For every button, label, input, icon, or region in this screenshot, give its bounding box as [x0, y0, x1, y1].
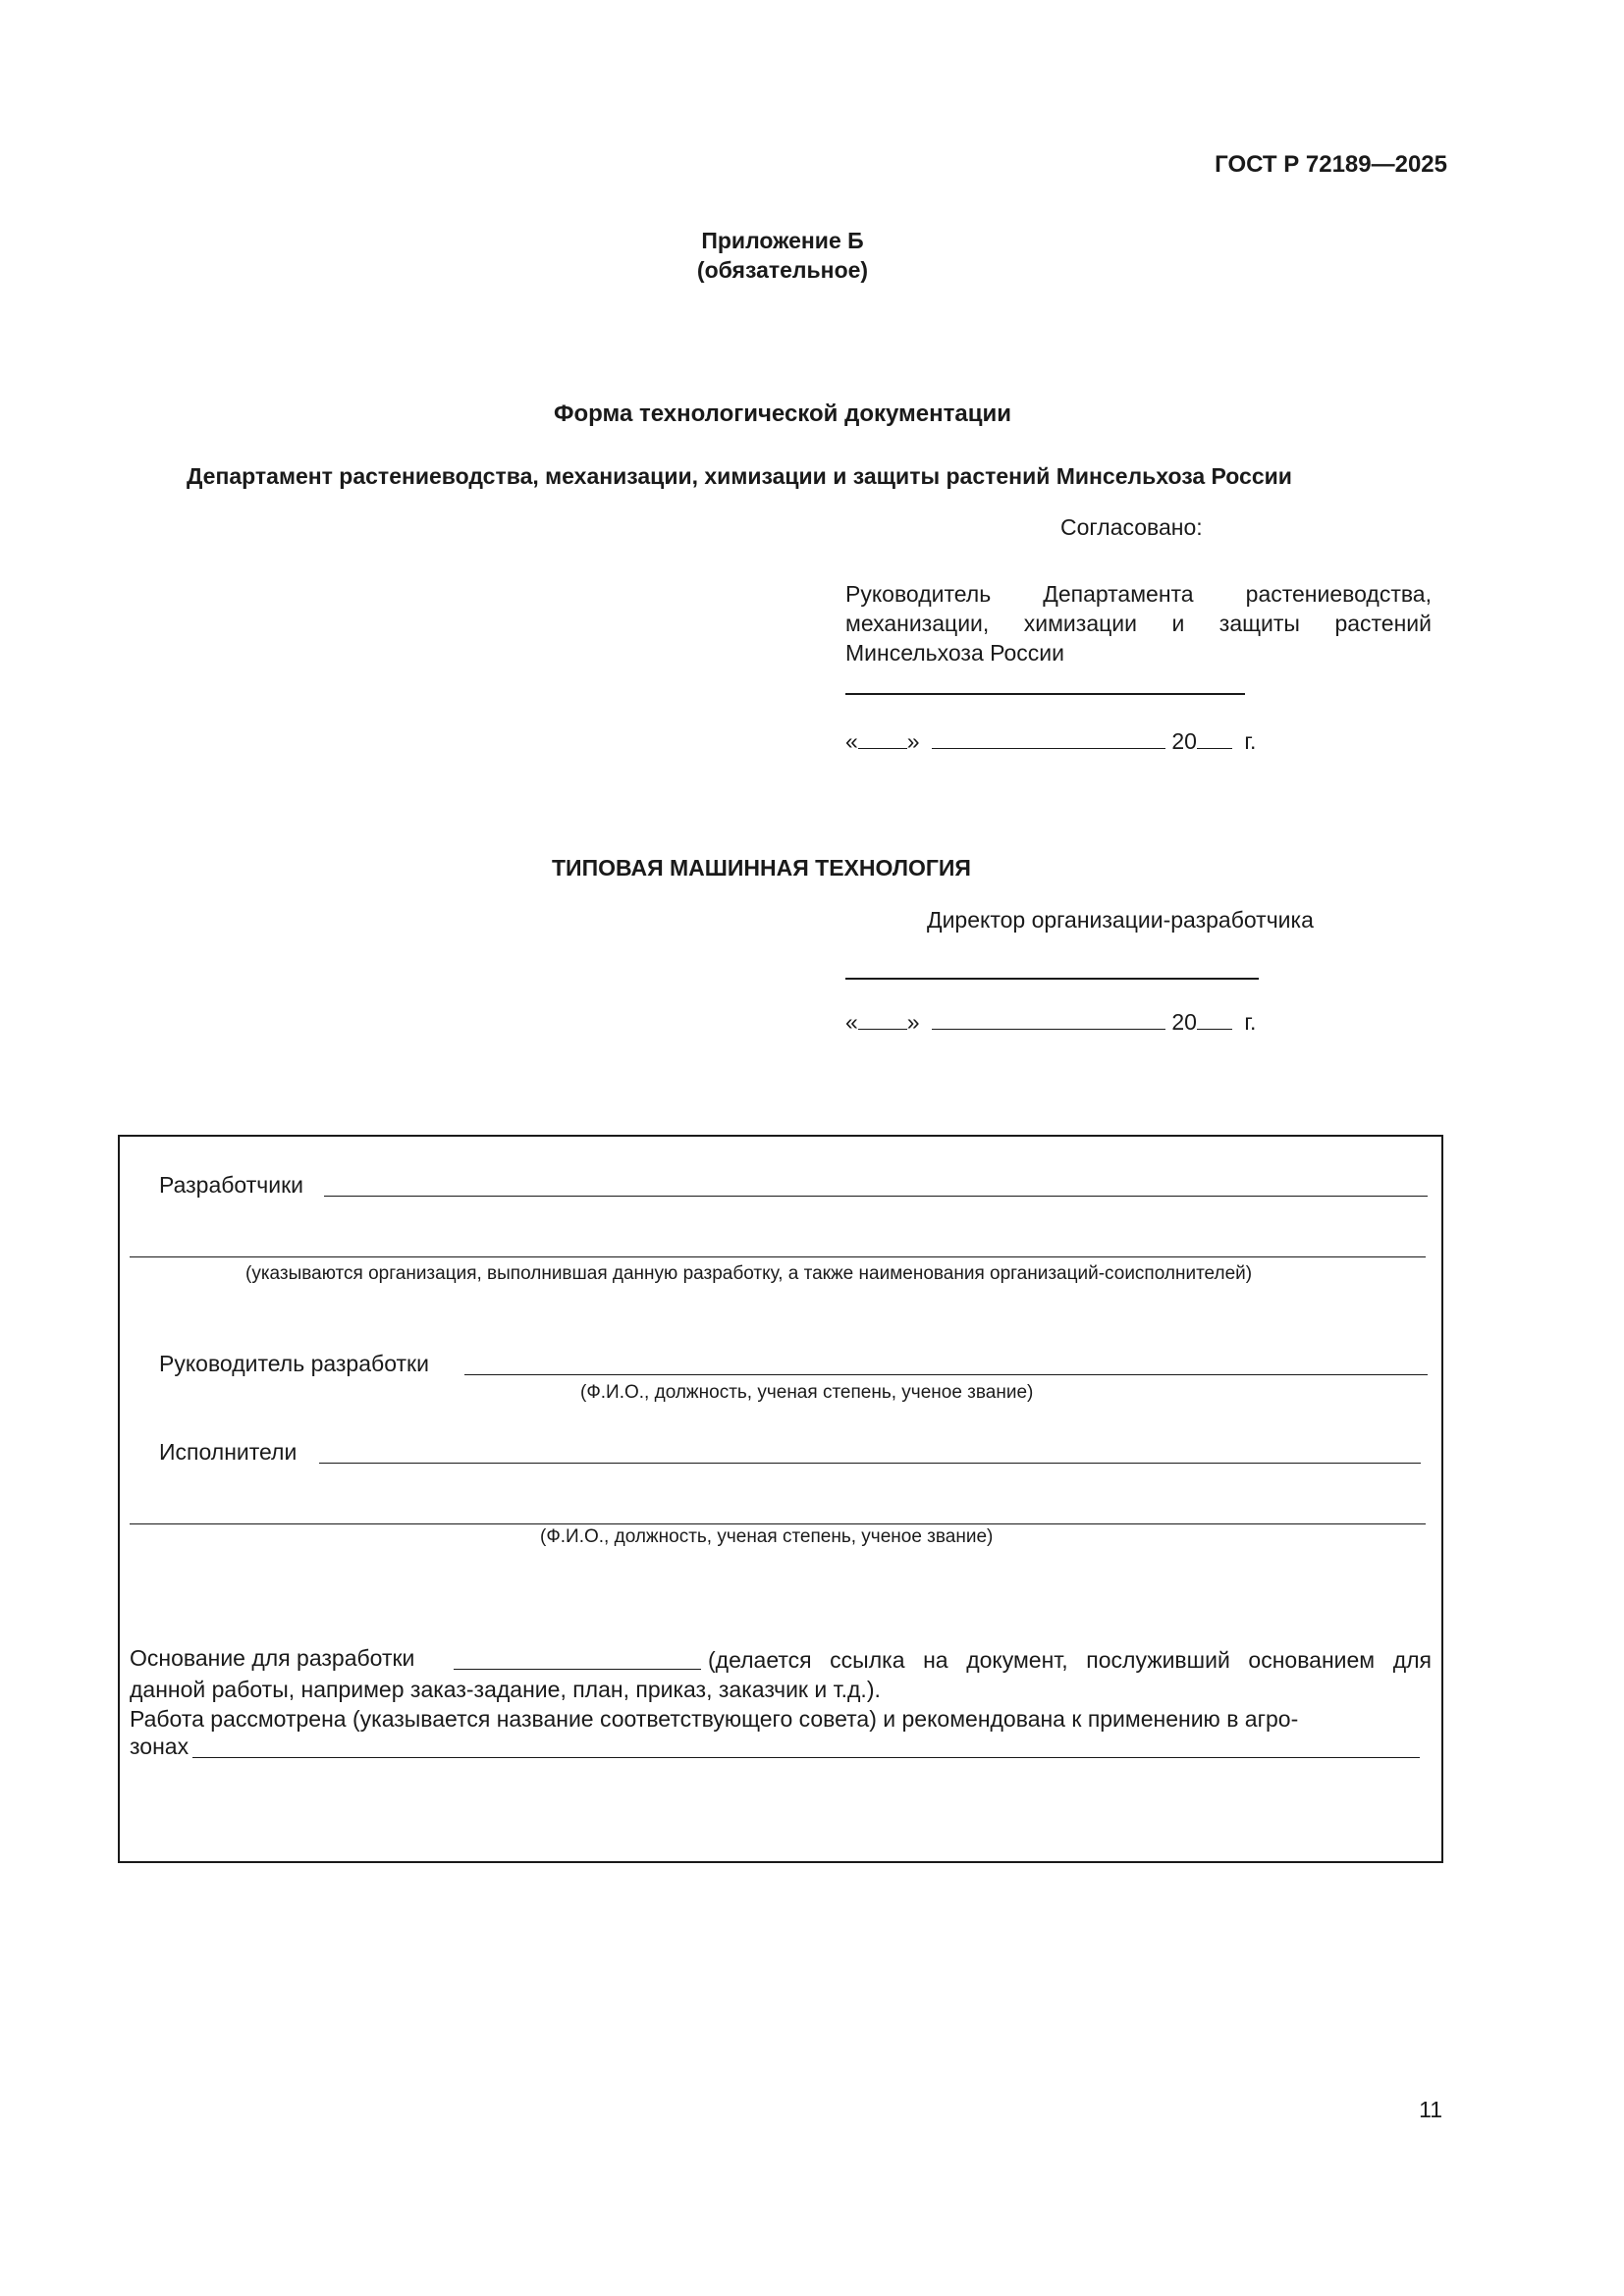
department-name: Департамент растениеводства, механизации, химизации и защиты растений Минсельхоза России — [187, 463, 1292, 489]
lead-label: Руководитель разработки — [159, 1351, 429, 1376]
basis-label: Основание для разработки — [130, 1645, 415, 1671]
zones-blank-line[interactable] — [192, 1757, 1420, 1758]
page-number: 11 — [1419, 2097, 1442, 2122]
approval-date-open-quote: « — [845, 728, 858, 754]
lead-blank-line[interactable] — [464, 1374, 1428, 1375]
executors-note: (Ф.И.О., должность, ученая степень, ученое звание) — [540, 1526, 994, 1547]
approval-year-prefix: 20 — [1171, 728, 1197, 754]
director-date-open-quote: « — [845, 1009, 858, 1035]
director-year-blank[interactable] — [1197, 1028, 1232, 1030]
annex-status: (обязательное) — [696, 257, 869, 283]
annex-title: Приложение Б — [701, 228, 864, 253]
executors-label: Исполнители — [159, 1439, 298, 1465]
approval-year-suffix: г. — [1244, 728, 1257, 754]
zones-label: зонах — [130, 1734, 189, 1759]
lead-note: (Ф.И.О., должность, ученая степень, ученое звание) — [580, 1382, 1034, 1403]
reviewed-text: Работа рассмотрена (указывается название соответствующего совета) и рекомендована к применению в агро- — [130, 1706, 1299, 1732]
director-year-prefix: 20 — [1171, 1009, 1197, 1035]
developers-info-box — [118, 1135, 1443, 1863]
director-date-line — [845, 1009, 1256, 1036]
executors-blank-line-1[interactable] — [319, 1463, 1421, 1464]
approval-date-close-quote: » — [906, 728, 920, 754]
executors-blank-line-2[interactable] — [130, 1523, 1426, 1524]
approval-position: Руководитель Департамента растениеводства, механизации, химизации и защиты растений Минсельхоза России — [845, 581, 1432, 666]
approval-day-blank[interactable] — [858, 747, 907, 749]
approval-label: Согласовано: — [1060, 514, 1203, 540]
developers-label: Разработчики — [159, 1172, 303, 1198]
director-day-blank[interactable] — [858, 1028, 907, 1030]
main-title: ТИПОВАЯ МАШИННАЯ ТЕХНОЛОГИЯ — [552, 855, 971, 881]
form-title: Форма технологической документации — [554, 400, 1011, 427]
document-number: ГОСТ Р 72189—2025 — [1215, 151, 1447, 178]
director-date-close-quote: » — [906, 1009, 920, 1035]
approval-signature-line[interactable] — [845, 693, 1245, 695]
approval-year-blank[interactable] — [1197, 747, 1232, 749]
director-label: Директор организации-разработчика — [927, 907, 1314, 933]
approval-month-blank[interactable] — [932, 747, 1165, 749]
approval-date-line — [845, 728, 1256, 755]
basis-note: (делается ссылка на документ, послуживший основанием для данной работы, например заказ-задание, план, приказ, заказчик и т.д.). — [130, 1647, 1432, 1702]
developers-note: (указываются организация, выполнившая данную разработку, а также наименования организаций-соисполнителей) — [245, 1263, 1253, 1284]
director-signature-line[interactable] — [845, 978, 1259, 980]
director-year-suffix: г. — [1244, 1009, 1257, 1035]
director-month-blank[interactable] — [932, 1028, 1165, 1030]
developers-blank-line-1[interactable] — [324, 1196, 1428, 1197]
developers-blank-line-2[interactable] — [130, 1256, 1426, 1257]
